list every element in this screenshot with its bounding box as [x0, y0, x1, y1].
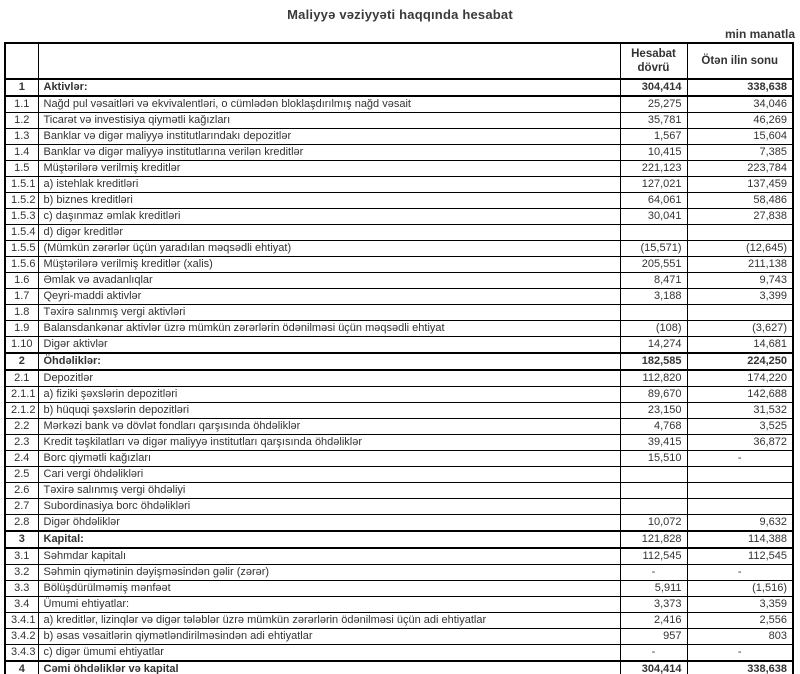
- value-previous-year-end: 114,388: [687, 531, 793, 548]
- table-row: [5, 387, 793, 403]
- row-label: a) kreditlər, lizinqlər və digər tələblər üzrə mümkün zərərlərin ödənilməsi üçün adi ehtiyatlar: [38, 613, 620, 629]
- row-id: 2.1: [5, 370, 38, 387]
- value-previous-year-end: 338,638: [687, 79, 793, 96]
- value-previous-year-end: 14,681: [687, 337, 793, 354]
- row-label: Təxirə salınmış vergi öhdəliyi: [38, 483, 620, 499]
- row-id: 3.4.3: [5, 645, 38, 662]
- value-current-period: 10,415: [620, 145, 687, 161]
- value-previous-year-end: -: [687, 645, 793, 662]
- row-id: 3.1: [5, 548, 38, 565]
- row-id: 2.7: [5, 499, 38, 515]
- value-previous-year-end: -: [687, 565, 793, 581]
- row-label: c) digər ümumi ehtiyatlar: [38, 645, 620, 662]
- row-label: a) fiziki şəxslərin depozitləri: [38, 387, 620, 403]
- table-header: [5, 43, 793, 79]
- table-row: [5, 370, 793, 387]
- row-id: 2.5: [5, 467, 38, 483]
- table-row: [5, 161, 793, 177]
- row-id: 1.5.6: [5, 257, 38, 273]
- row-id: 4: [5, 661, 38, 674]
- row-label: (Mümkün zərərlər üçün yaradılan məqsədli ehtiyat): [38, 241, 620, 257]
- value-current-period: 8,471: [620, 273, 687, 289]
- table-row: [5, 353, 793, 370]
- row-id: 1.3: [5, 129, 38, 145]
- header-previous-year-end: Ötən ilin sonu: [687, 43, 793, 79]
- value-current-period: (108): [620, 321, 687, 337]
- value-previous-year-end: 58,486: [687, 193, 793, 209]
- table-row: [5, 79, 793, 96]
- table-row: [5, 419, 793, 435]
- header-empty-id: [5, 43, 38, 79]
- row-id: 1.5.3: [5, 209, 38, 225]
- row-id: 3.2: [5, 565, 38, 581]
- value-previous-year-end: [687, 483, 793, 499]
- row-id: 1: [5, 79, 38, 96]
- value-previous-year-end: 338,638: [687, 661, 793, 674]
- row-label: d) digər kreditlər: [38, 225, 620, 241]
- row-id: 1.2: [5, 113, 38, 129]
- table-row: [5, 96, 793, 113]
- value-previous-year-end: 223,784: [687, 161, 793, 177]
- financial-position-table: [4, 42, 794, 674]
- value-current-period: 112,545: [620, 548, 687, 565]
- value-current-period: (15,571): [620, 241, 687, 257]
- row-label: Əmlak və avadanlıqlar: [38, 273, 620, 289]
- row-id: 1.5.1: [5, 177, 38, 193]
- table-row: [5, 403, 793, 419]
- row-label: Müştərilərə verilmiş kreditlər (xalis): [38, 257, 620, 273]
- row-id: 3.3: [5, 581, 38, 597]
- row-label: Aktivlər:: [38, 79, 620, 96]
- value-current-period: [620, 499, 687, 515]
- row-label: Banklar və digər maliyyə institutlarına verilən kreditlər: [38, 145, 620, 161]
- row-label: Kapital:: [38, 531, 620, 548]
- row-label: Digər aktivlər: [38, 337, 620, 354]
- value-previous-year-end: (3,627): [687, 321, 793, 337]
- row-id: 1.5: [5, 161, 38, 177]
- value-current-period: 10,072: [620, 515, 687, 532]
- value-current-period: 30,041: [620, 209, 687, 225]
- value-previous-year-end: 2,556: [687, 613, 793, 629]
- row-id: 2.8: [5, 515, 38, 532]
- row-id: 2: [5, 353, 38, 370]
- value-current-period: [620, 305, 687, 321]
- value-previous-year-end: [687, 225, 793, 241]
- value-current-period: 221,123: [620, 161, 687, 177]
- value-previous-year-end: (12,645): [687, 241, 793, 257]
- row-id: 1.9: [5, 321, 38, 337]
- row-id: 1.6: [5, 273, 38, 289]
- row-label: Ümumi ehtiyatlar:: [38, 597, 620, 613]
- table-row: [5, 629, 793, 645]
- row-label: b) əsas vəsaitlərin qiymətləndirilməsindən adi ehtiyatlar: [38, 629, 620, 645]
- value-previous-year-end: [687, 467, 793, 483]
- row-id: 3.4: [5, 597, 38, 613]
- value-previous-year-end: 3,399: [687, 289, 793, 305]
- table-row: [5, 305, 793, 321]
- value-previous-year-end: 142,688: [687, 387, 793, 403]
- value-current-period: 14,274: [620, 337, 687, 354]
- value-current-period: 127,021: [620, 177, 687, 193]
- value-current-period: 205,551: [620, 257, 687, 273]
- row-id: 3: [5, 531, 38, 548]
- row-id: 1.8: [5, 305, 38, 321]
- table-row: [5, 435, 793, 451]
- value-current-period: 25,275: [620, 96, 687, 113]
- value-previous-year-end: 9,743: [687, 273, 793, 289]
- value-current-period: 39,415: [620, 435, 687, 451]
- value-current-period: 4,768: [620, 419, 687, 435]
- value-previous-year-end: 3,359: [687, 597, 793, 613]
- row-label: Digər öhdəliklər: [38, 515, 620, 532]
- table-row: [5, 289, 793, 305]
- header-current-period: Hesabat dövrü: [620, 43, 687, 79]
- row-id: 1.5.5: [5, 241, 38, 257]
- row-label: Banklar və digər maliyyə institutlarındakı depozitlər: [38, 129, 620, 145]
- row-id: 1.5.2: [5, 193, 38, 209]
- row-id: 2.6: [5, 483, 38, 499]
- row-label: Səhmdar kapitalı: [38, 548, 620, 565]
- value-previous-year-end: 174,220: [687, 370, 793, 387]
- row-label: Subordinasiya borc öhdəlikləri: [38, 499, 620, 515]
- table-row: [5, 613, 793, 629]
- value-current-period: 304,414: [620, 79, 687, 96]
- row-id: 3.4.2: [5, 629, 38, 645]
- row-id: 2.2: [5, 419, 38, 435]
- value-previous-year-end: 46,269: [687, 113, 793, 129]
- value-previous-year-end: [687, 499, 793, 515]
- row-id: 1.5.4: [5, 225, 38, 241]
- row-label: Balansdankənar aktivlər üzrə mümkün zərərlərin ödənilməsi üçün məqsədli ehtiyat: [38, 321, 620, 337]
- table-row: [5, 145, 793, 161]
- table-row: [5, 597, 793, 613]
- table-row: [5, 515, 793, 532]
- row-label: Səhmin qiymətinin dəyişməsindən gəlir (zərər): [38, 565, 620, 581]
- table-row: [5, 321, 793, 337]
- value-previous-year-end: 7,385: [687, 145, 793, 161]
- row-id: 3.4.1: [5, 613, 38, 629]
- table-row: [5, 645, 793, 662]
- value-previous-year-end: 137,459: [687, 177, 793, 193]
- value-current-period: 3,188: [620, 289, 687, 305]
- report-title: Maliyyə vəziyyəti haqqında hesabat: [287, 7, 513, 22]
- value-current-period: 64,061: [620, 193, 687, 209]
- row-label: Borc qiymətli kağızları: [38, 451, 620, 467]
- table-row: [5, 177, 793, 193]
- table-row: [5, 273, 793, 289]
- row-label: c) daşınmaz əmlak kreditləri: [38, 209, 620, 225]
- value-previous-year-end: 15,604: [687, 129, 793, 145]
- table-row: [5, 467, 793, 483]
- table-row: [5, 241, 793, 257]
- value-current-period: [620, 483, 687, 499]
- row-label: Cari vergi öhdəlikləri: [38, 467, 620, 483]
- value-previous-year-end: 36,872: [687, 435, 793, 451]
- value-previous-year-end: 34,046: [687, 96, 793, 113]
- row-label: Nağd pul vəsaitləri və ekvivalentləri, o cümlədən bloklaşdırılmış nağd vəsait: [38, 96, 620, 113]
- table-row: [5, 129, 793, 145]
- row-label: b) hüquqi şəxslərin depozitləri: [38, 403, 620, 419]
- row-id: 2.1.1: [5, 387, 38, 403]
- value-current-period: 957: [620, 629, 687, 645]
- value-previous-year-end: 112,545: [687, 548, 793, 565]
- row-id: 1.4: [5, 145, 38, 161]
- value-current-period: 89,670: [620, 387, 687, 403]
- header-empty-label: [38, 43, 620, 79]
- value-current-period: 3,373: [620, 597, 687, 613]
- table-row: [5, 257, 793, 273]
- row-id: 2.4: [5, 451, 38, 467]
- row-id: 2.1.2: [5, 403, 38, 419]
- value-current-period: 5,911: [620, 581, 687, 597]
- value-current-period: -: [620, 645, 687, 662]
- table-row: [5, 661, 793, 674]
- value-previous-year-end: 31,532: [687, 403, 793, 419]
- table-row: [5, 499, 793, 515]
- value-previous-year-end: 803: [687, 629, 793, 645]
- row-id: 1.10: [5, 337, 38, 354]
- value-current-period: 2,416: [620, 613, 687, 629]
- table-row: [5, 451, 793, 467]
- header-row: [5, 43, 793, 79]
- value-current-period: [620, 467, 687, 483]
- value-previous-year-end: (1,516): [687, 581, 793, 597]
- value-current-period: -: [620, 565, 687, 581]
- table-body: [5, 79, 793, 674]
- row-label: Ticarət və investisiya qiymətli kağızları: [38, 113, 620, 129]
- value-previous-year-end: 9,632: [687, 515, 793, 532]
- unit-note: min manatla: [724, 27, 795, 41]
- value-current-period: 15,510: [620, 451, 687, 467]
- value-previous-year-end: [687, 305, 793, 321]
- value-current-period: 23,150: [620, 403, 687, 419]
- table-row: [5, 531, 793, 548]
- table-row: [5, 337, 793, 354]
- value-current-period: 1,567: [620, 129, 687, 145]
- table-row: [5, 581, 793, 597]
- row-label: b) biznes kreditləri: [38, 193, 620, 209]
- table-row: [5, 225, 793, 241]
- value-current-period: 35,781: [620, 113, 687, 129]
- value-previous-year-end: -: [687, 451, 793, 467]
- value-previous-year-end: 27,838: [687, 209, 793, 225]
- row-label: Kredit təşkilatları və digər maliyyə institutları qarşısında öhdəliklər: [38, 435, 620, 451]
- row-label: Mərkəzi bank və dövlət fondları qarşısında öhdəliklər: [38, 419, 620, 435]
- row-label: Təxirə salınmış vergi aktivləri: [38, 305, 620, 321]
- value-previous-year-end: 211,138: [687, 257, 793, 273]
- value-previous-year-end: 3,525: [687, 419, 793, 435]
- table-row: [5, 565, 793, 581]
- table-row: [5, 548, 793, 565]
- value-current-period: 121,828: [620, 531, 687, 548]
- value-previous-year-end: 224,250: [687, 353, 793, 370]
- row-label: Müştərilərə verilmiş kreditlər: [38, 161, 620, 177]
- row-id: 2.3: [5, 435, 38, 451]
- value-current-period: 112,820: [620, 370, 687, 387]
- row-id: 1.1: [5, 96, 38, 113]
- row-label: Qeyri-maddi aktivlər: [38, 289, 620, 305]
- row-label: Depozitlər: [38, 370, 620, 387]
- table-row: [5, 113, 793, 129]
- value-current-period: [620, 225, 687, 241]
- table-row: [5, 193, 793, 209]
- table-row: [5, 209, 793, 225]
- value-current-period: 304,414: [620, 661, 687, 674]
- row-label: Öhdəliklər:: [38, 353, 620, 370]
- value-current-period: 182,585: [620, 353, 687, 370]
- row-label: a) istehlak kreditləri: [38, 177, 620, 193]
- row-label: Bölüşdürülməmiş mənfəət: [38, 581, 620, 597]
- table-row: [5, 483, 793, 499]
- row-id: 1.7: [5, 289, 38, 305]
- row-label: Cəmi öhdəliklər və kapital: [38, 661, 620, 674]
